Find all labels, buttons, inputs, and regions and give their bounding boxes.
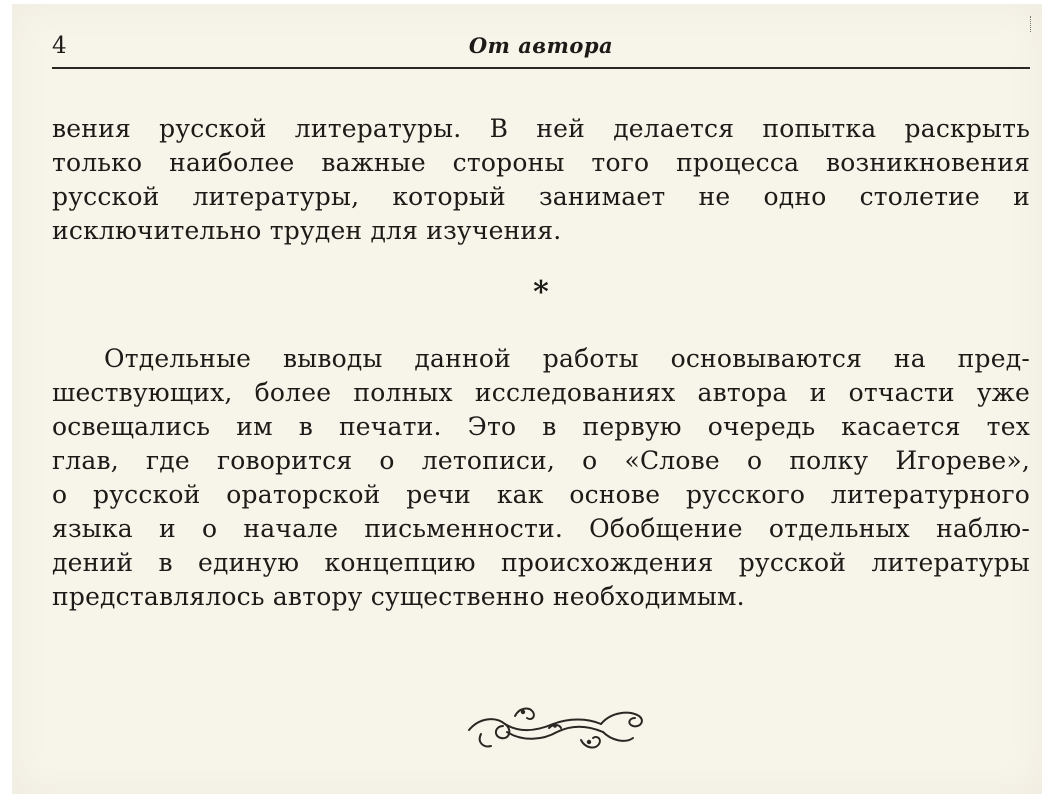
text-line: Отдельные выводы данной работы основываются на пред- [104,344,1030,373]
header-rule [52,67,1030,69]
text-line: вения русской литературы. В ней делается попытка раскрыть [52,114,1030,143]
running-title: От автора [468,33,614,58]
running-head [52,34,1030,68]
scan-mark [1030,16,1034,32]
paragraph-2 [52,342,1030,614]
text-line: глав, где говорится о летописи, о «Слове о полку Игореве», [52,446,1030,475]
text-line: русской литературы, который занимает не одно столетие и [52,182,1030,211]
text-line: исключительно труден для изучения. [52,216,562,245]
scroll-flourish-ornament-icon [461,690,647,754]
page-number: 4 [52,33,67,59]
text-line: только наиболее важные стороны того процесса возникновения [52,148,1030,177]
text-line: шествующих, более полных исследованиях автора и отчасти уже [52,378,1030,407]
section-separator: * [533,275,549,310]
text-line: о русской ораторской речи как основе русского литературного [52,480,1030,509]
text-line: освещались им в печати. Это в первую очередь касается тех [52,412,1030,441]
text-line: дений в единую концепцию происхождения русской литературы [52,548,1030,577]
text-line: представлялось автору существенно необходимым. [52,582,745,611]
book-page [12,4,1042,794]
text-line: языка и о начале письменности. Обобщение отдельных наблю- [52,514,1030,543]
paragraph-1 [52,112,1030,248]
